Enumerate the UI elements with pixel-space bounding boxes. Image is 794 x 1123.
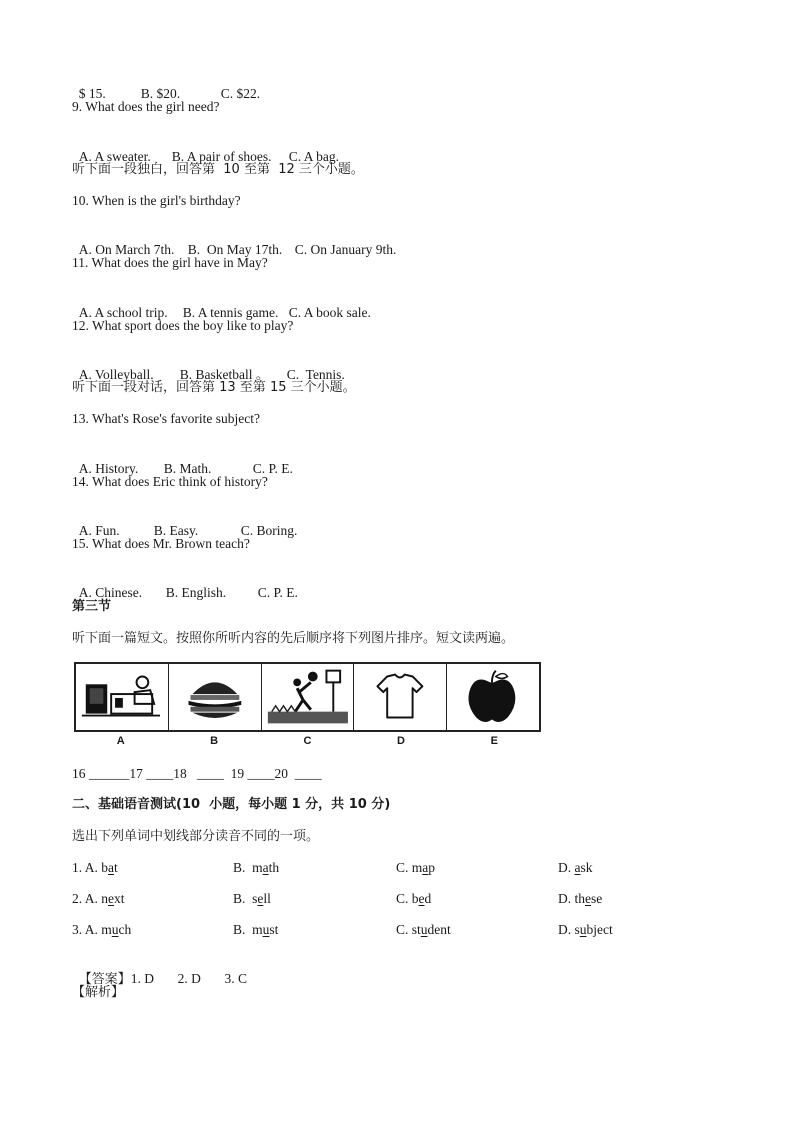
q10-option-b: B. On May 17th. [187, 242, 283, 257]
q15-option-a: A. Chinese. [78, 585, 143, 600]
q15-option-b: B. English. [165, 585, 227, 600]
answer-label: 【答案】 [78, 972, 131, 987]
picture-label-b: B [210, 735, 219, 747]
phonics-3-c: C. student [396, 922, 451, 937]
picture-label-d: D [396, 735, 405, 747]
q12-option-c: C. Tennis. [286, 367, 345, 382]
q9-option-a: A. A sweater. [78, 149, 151, 164]
q8-option-a: $ 15. [78, 86, 106, 101]
apple-icon [447, 664, 539, 730]
answer-text: 1. D 2. D 3. C [130, 971, 248, 986]
picture-label-c: C [303, 735, 312, 747]
q13-option-c: C. P. E. [252, 461, 293, 476]
q12-question: 12. What sport does the boy like to play? [72, 318, 294, 333]
phonics-3-a: 3. A. much [72, 922, 132, 937]
q9-option-c: C. A bag. [288, 149, 340, 164]
hamburger-icon [169, 664, 262, 730]
q9-option-b: B. A pair of shoes. [171, 149, 272, 164]
q15-option-c: C. P. E. [257, 585, 298, 600]
section3-instruction: 听下面一篇短文。按照你所听内容的先后顺序将下列图片排序。短文读两遍。 [72, 631, 515, 646]
q14-question: 14. What does Eric think of history? [72, 474, 268, 489]
phonics-2-b: B. sell [233, 891, 271, 906]
q15-options [72, 566, 298, 602]
phonics-2-a: 2. A. next [72, 891, 125, 906]
phonics-1-c: C. map [396, 860, 436, 875]
q12-option-a: A. Volleyball. [78, 367, 154, 382]
instruction-10-12: 听下面一段独白，回答第 10 至第 12 三个小题。 [72, 162, 364, 177]
phonics-1-d: D. ask [558, 860, 593, 875]
q14-option-c: C. Boring. [240, 523, 298, 538]
part2-title: 二、基础语音测试(10 小题，每小题 1 分，共 10 分) [72, 797, 391, 812]
q11-option-b: B. A tennis game. [182, 305, 279, 320]
computer-desk-icon [76, 664, 169, 730]
q10-question: 10. When is the girl's birthday? [72, 193, 241, 208]
part2-instruction: 选出下列单词中划线部分读音不同的一项。 [72, 829, 320, 844]
q10-option-c: C. On January 9th. [294, 242, 397, 257]
phonics-1-b: B. math [233, 860, 280, 875]
picture-label-a: A [116, 735, 125, 747]
phonics-2-d: D. these [558, 891, 603, 906]
phonics-1-a: 1. A. bat [72, 860, 118, 875]
basketball-player-icon [262, 664, 355, 730]
t-shirt-icon [354, 664, 447, 730]
instruction-13-15: 听下面一段对话，回答第 13 至第 15 三个小题。 [72, 380, 356, 395]
q13-question: 13. What's Rose's favorite subject? [72, 411, 260, 426]
picture-label-e: E [490, 735, 498, 747]
q11-option-c: C. A book sale. [288, 305, 371, 320]
q12-option-b: B. Basketball 。 [179, 367, 270, 382]
analysis-label: 【解析】 [72, 985, 125, 1000]
picture-strip [74, 662, 541, 732]
q11-option-a: A. A school trip. [78, 305, 168, 320]
q14-option-a: A. Fun. [78, 523, 120, 538]
picture-labels [74, 735, 541, 747]
phonics-3-d: D. subject [558, 922, 613, 937]
q13-option-b: B. Math. [163, 461, 212, 476]
q8-option-c: C. $22. [220, 86, 261, 101]
q8-option-b: B. $20. [140, 86, 181, 101]
q11-question: 11. What does the girl have in May? [72, 255, 268, 270]
answer-blanks: 16 ______17 ____18 ____ 19 ____20 ____ [72, 766, 322, 781]
q14-option-b: B. Easy. [153, 523, 199, 538]
phonics-2-c: C. bed [396, 891, 432, 906]
q13-option-a: A. History. [78, 461, 139, 476]
q9-question: 9. What does the girl need? [72, 99, 220, 114]
q10-option-a: A. On March 7th. [78, 242, 175, 257]
q15-question: 15. What does Mr. Brown teach? [72, 536, 250, 551]
section3-title: 第三节 [72, 599, 112, 614]
phonics-3-b: B. must [233, 922, 279, 937]
